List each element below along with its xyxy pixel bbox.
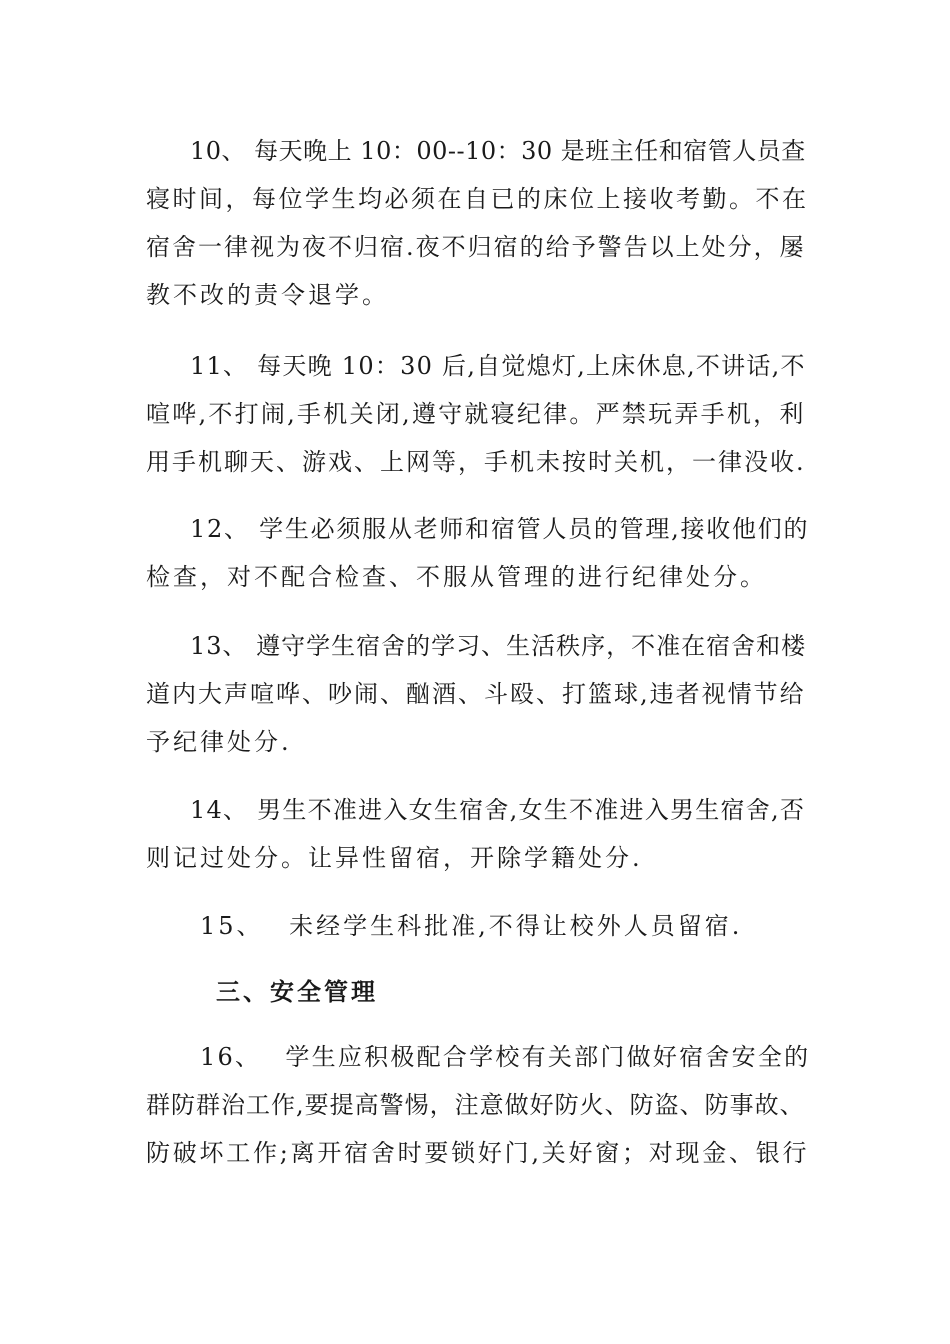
paragraph-line: 13、 遵守学生宿舍的学习、生活秩序，不准在宿舍和楼 bbox=[190, 632, 807, 660]
paragraph-11 bbox=[146, 342, 810, 486]
paragraph-line: 喧哗,不打闹,手机关闭,遵守就寝纪律。严禁玩弄手机，利 bbox=[146, 400, 806, 428]
paragraph-14 bbox=[146, 786, 810, 882]
paragraph-line: 群防群治工作,要提高警惕，注意做好防火、防盗、防事故、 bbox=[146, 1091, 805, 1119]
paragraph-line: 11、 每天晚 10：30 后,自觉熄灯,上床休息,不讲话,不 bbox=[190, 352, 806, 380]
paragraph-line: 则记过处分。让异性留宿，开除学籍处分. bbox=[146, 844, 643, 872]
paragraph-line: 寝时间，每位学生均必须在自已的床位上接收考勤。不在 bbox=[146, 185, 809, 213]
paragraph-line: 15、 未经学生科批准,不得让校外人员留宿. bbox=[200, 912, 743, 940]
paragraph-line: 16、 学生应积极配合学校有关部门做好宿舍安全的 bbox=[200, 1043, 811, 1071]
paragraph-line: 14、 男生不准进入女生宿舍,女生不准进入男生宿舍,否 bbox=[190, 796, 806, 824]
paragraph-line: 检查，对不配合检查、不服从管理的进行纪律处分。 bbox=[146, 563, 767, 591]
paragraph-line: 道内大声喧哗、吵闹、酗酒、斗殴、打篮球,违者视情节给 bbox=[146, 680, 806, 708]
paragraph-13 bbox=[146, 622, 810, 766]
paragraph-line: 用手机聊天、游戏、上网等，手机未按时关机，一律没收. bbox=[146, 448, 806, 476]
paragraph-line: 予纪律处分. bbox=[146, 728, 292, 756]
paragraph-10 bbox=[146, 127, 810, 319]
paragraph-16 bbox=[146, 1033, 810, 1177]
paragraph-line: 教不改的责令退学。 bbox=[146, 281, 389, 309]
paragraph-line: 10、 每天晚上 10：00--10：30 是班主任和宿管人员查 bbox=[190, 137, 806, 165]
paragraph-12 bbox=[146, 505, 810, 601]
paragraph-line: 12、 学生必须服从老师和宿管人员的管理,接收他们的 bbox=[190, 515, 810, 543]
paragraph-15 bbox=[146, 902, 810, 950]
paragraph-line: 防破坏工作;离开宿舍时要锁好门,关好窗；对现金、银行 bbox=[146, 1139, 810, 1167]
section-heading: 三、安全管理 bbox=[216, 978, 378, 1006]
paragraph-line: 宿舍一律视为夜不归宿.夜不归宿的给予警告以上处分，屡 bbox=[146, 233, 806, 261]
